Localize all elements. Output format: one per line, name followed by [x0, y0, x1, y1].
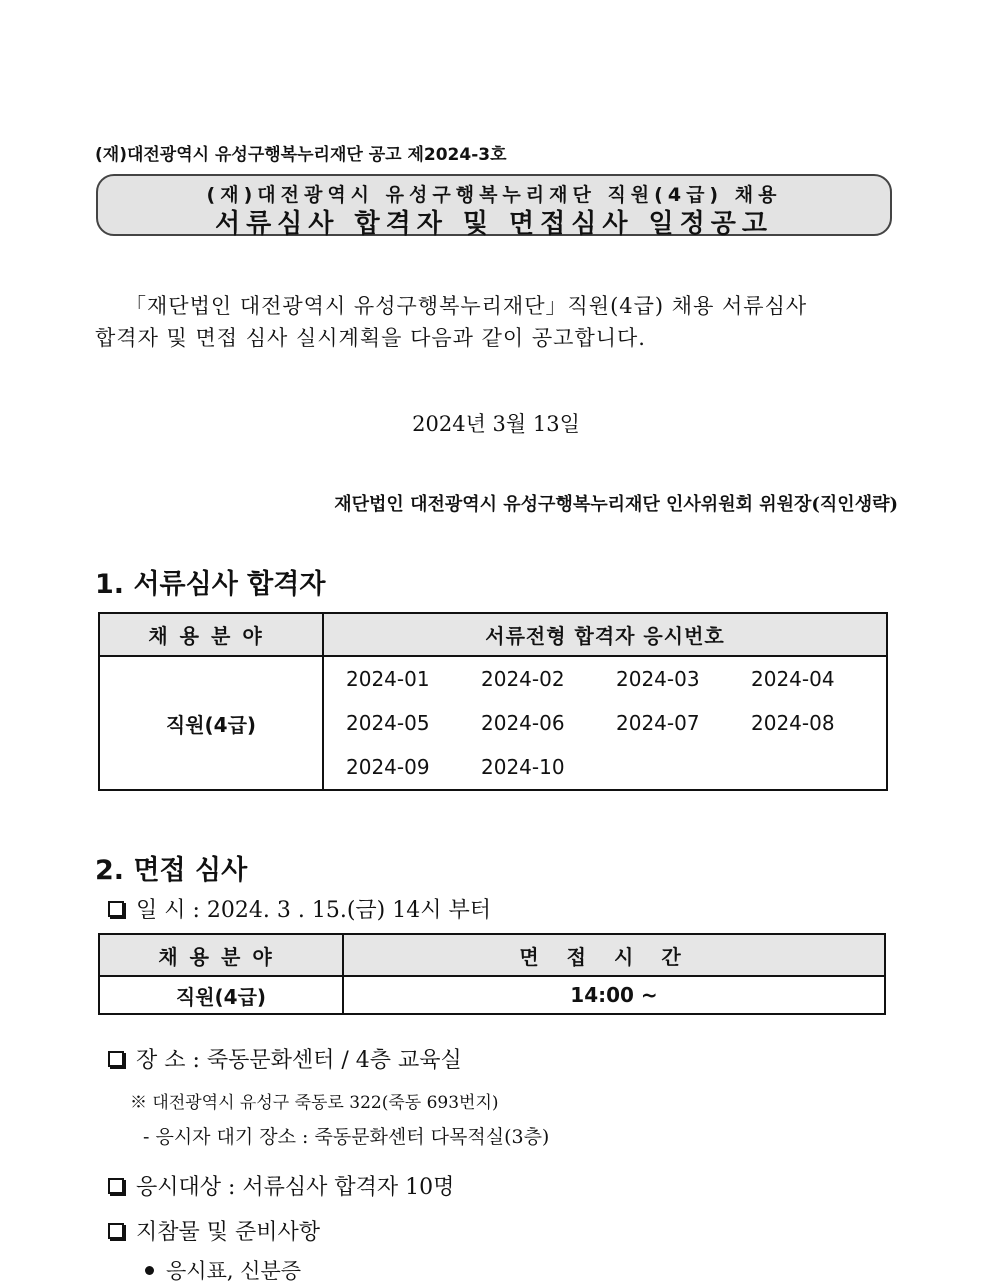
applicant-number: 2024-09 — [346, 755, 430, 779]
items-title: 지참물 및 준비사항 — [136, 1220, 321, 1245]
table-row — [99, 976, 885, 1014]
schedule-text: 일 시 : 2024. 3 . 15.(금) 14시 부터 — [136, 898, 491, 923]
applicant-number: 2024-04 — [751, 667, 835, 691]
venue-text: 장 소 : 죽동문화센터 / 4층 교육실 — [136, 1048, 462, 1073]
table-header-row — [99, 934, 885, 976]
applicant-number: 2024-03 — [616, 667, 700, 691]
checkbox-square-icon — [108, 901, 124, 917]
numbers-cell — [323, 656, 887, 790]
notice-number: (재)대전광역시 유성구행복누리재단 공고 제2024-3호 — [95, 145, 507, 165]
venue-address: ※ 대전광역시 유성구 죽동로 322(죽동 693번지) — [130, 1093, 499, 1113]
header-numbers: 서류전형 합격자 응시번호 — [323, 613, 887, 656]
item-text: 응시표, 신분증 — [166, 1259, 302, 1283]
title-line1: (재)대전광역시 유성구행복누리재단 직원(4급) 채용 — [206, 184, 782, 206]
schedule-line — [108, 893, 491, 924]
applicant-number: 2024-07 — [616, 711, 700, 735]
field-cell: 직원(4급) — [99, 656, 323, 790]
title-line2: 서류심사 합격자 및 면접심사 일정공고 — [214, 209, 774, 239]
bullet-dot-icon — [145, 1266, 154, 1275]
signer: 재단법인 대전광역시 유성구행복누리재단 인사위원회 위원장(직인생략) — [334, 494, 898, 515]
applicant-number: 2024-01 — [346, 667, 430, 691]
header-field: 채용분야 — [99, 934, 343, 976]
field-cell: 직원(4급) — [99, 976, 343, 1014]
checkbox-square-icon — [108, 1178, 124, 1194]
applicant-number: 2024-05 — [346, 711, 430, 735]
intro-line1: 「재단법인 대전광역시 유성구행복누리재단」직원(4급) 채용 서류심사 — [125, 294, 808, 318]
table-row — [99, 656, 887, 790]
section2-title: 2. 면접 심사 — [95, 855, 248, 886]
waiting-place: - 응시자 대기 장소 : 죽동문화센터 다목적실(3층) — [143, 1126, 550, 1148]
interview-time-table — [98, 933, 886, 1015]
applicant-number: 2024-02 — [481, 667, 565, 691]
document-pass-table — [98, 612, 888, 791]
header-time: 면접시간 — [343, 934, 885, 976]
target-line — [108, 1170, 454, 1201]
applicant-number: 2024-08 — [751, 711, 835, 735]
intro-line2: 합격자 및 면접 심사 실시계획을 다음과 같이 공고합니다. — [95, 326, 646, 350]
target-text: 응시대상 : 서류심사 합격자 10명 — [136, 1175, 455, 1200]
checkbox-square-icon — [108, 1223, 124, 1239]
title-box — [96, 174, 892, 239]
header-field: 채용분야 — [99, 613, 323, 656]
time-cell: 14:00 ~ — [343, 976, 885, 1014]
list-item — [145, 1255, 301, 1285]
numbers-grid — [324, 657, 886, 789]
section1-title: 1. 서류심사 합격자 — [95, 569, 326, 600]
applicant-number: 2024-10 — [481, 755, 565, 779]
items-line — [108, 1215, 320, 1246]
applicant-number: 2024-06 — [481, 711, 565, 735]
table-header-row — [99, 613, 887, 656]
notice-date: 2024년 3월 13일 — [412, 412, 580, 436]
venue-line — [108, 1043, 462, 1074]
checkbox-square-icon — [108, 1051, 124, 1067]
